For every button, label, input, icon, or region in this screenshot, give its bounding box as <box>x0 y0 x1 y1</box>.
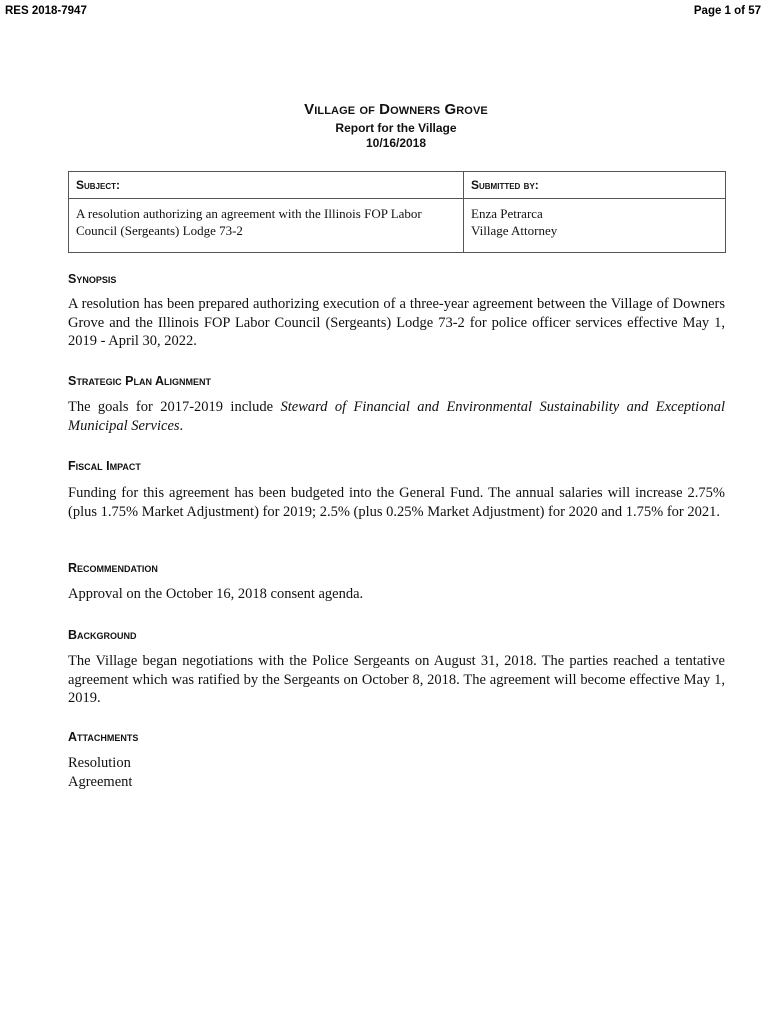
submitter-cell <box>464 199 726 253</box>
submitted-by-label: Submitted by: <box>464 172 726 199</box>
recommendation-text: Approval on the October 16, 2018 consent agenda. <box>68 586 364 602</box>
strategic-text <box>68 398 725 435</box>
subject-label: Subject: <box>69 172 464 199</box>
fiscal-text: Funding for this agreement has been budgeted into the General Fund. The annual salaries will increase 2.75% (plus 1.75% Market Adjustment) for 2019; 2.5% (plus 0.25% Market Adjustment) for 2020 and 1.75% for 2021. <box>68 485 725 520</box>
subject-table <box>68 171 726 253</box>
strategic-heading: Strategic Plan Alignment <box>68 374 212 388</box>
fiscal-heading: Fiscal Impact <box>68 459 141 473</box>
strategic-text-intro: The goals for 2017-2019 include <box>68 399 281 415</box>
strategic-text-end: . <box>179 417 184 434</box>
attachment-item: Agreement <box>68 773 133 790</box>
page-number: Page 1 of 57 <box>693 5 761 17</box>
submitter-title: Village Attorney <box>471 222 558 238</box>
report-subtitle: Report for the Village <box>335 121 457 135</box>
attachments-list <box>68 754 725 791</box>
recommendation-heading: Recommendation <box>68 561 158 575</box>
synopsis-text: A resolution has been prepared authorizing execution of a three-year agreement between the Village of Downers Grove and the Illinois FOP Labor Council (Sergeants) Lodge 73-2 for police officer services effective May 1, 2019 - April 30, 2022. <box>68 296 725 349</box>
attachment-item: Resolution <box>68 755 131 771</box>
report-date: 10/16/2018 <box>365 136 427 150</box>
background-text: The Village began negotiations with the Police Sergeants on August 31, 2018. The parties reached a tentative agreement which was ratified by the Sergeants on October 8, 2018. The agreement will become effective May 1, 2019. <box>68 653 725 706</box>
synopsis-heading: Synopsis <box>68 272 117 286</box>
strategic-goals: Steward of Financial and Environmental Sustainability and Exceptional Municipal Services <box>68 399 725 434</box>
attachments-heading: Attachments <box>68 730 139 744</box>
background-heading: Background <box>68 628 137 642</box>
page-title: Village of Downers Grove <box>304 101 488 118</box>
subject-text: A resolution authorizing an agreement with the Illinois FOP Labor Council (Sergeants) Lodge 73-2 <box>69 199 464 253</box>
document-id: RES 2018-7947 <box>5 5 87 17</box>
submitter-name: Enza Petrarca <box>471 206 543 221</box>
